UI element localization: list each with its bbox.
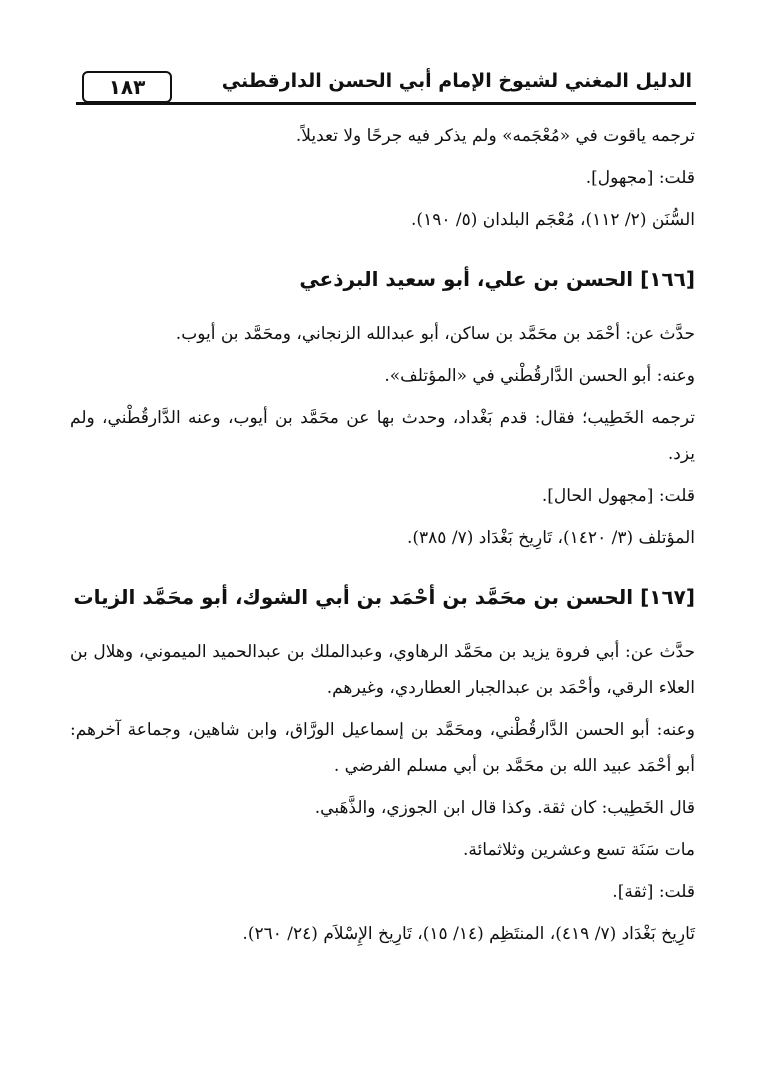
- entry-167-students: وعنه: أبو الحسن الدَّارقُطْني، ومحَمَّد بن إسماعيل الورَّاق، وابن شاهين، وجماعة آخرهم: أبو أحْمَد عبيد الله بن محَمَّد بن أبي مسلم الفرضي .: [70, 720, 695, 776]
- entry-166-heading: [١٦٦] الحسن بن علي، أبو سعيد البرذعي: [299, 267, 695, 291]
- entry-166-teachers: حدَّث عن: أحْمَد بن محَمَّد بن ساكن، أبو عبدالله الزنجاني، ومحَمَّد بن أيوب.: [175, 324, 695, 344]
- intro-verdict: قلت: [مجهول].: [585, 168, 695, 188]
- entry-166-sources: المؤتلف (٣/ ١٤٢٠)، تَارِيخ بَغْدَاد (٧/ ٣٨٥).: [406, 528, 695, 548]
- entry-167-verdict: قلت: [ثقة].: [612, 882, 695, 902]
- page-number: ١٨٣: [82, 71, 172, 103]
- entry-167-sources: تَارِيخ بَغْدَاد (٧/ ٤١٩)، المنتَظِم (١٤/ ١٥)، تَارِيخ الإِسْلاَم (٢٤/ ٢٦٠).: [242, 924, 695, 944]
- entry-167-assessment: قال الخَطِيب: كان ثقة. وكذا قال ابن الجوزي، والذَّهَبي.: [314, 798, 695, 818]
- entry-167-death: مات سَنَة تسع وعشرين وثلاثمائة.: [463, 840, 695, 860]
- entry-167-teachers: حدَّث عن: أبي فروة يزيد بن محَمَّد الرهاوي، وعبدالملك بن عبدالحميد الميموني، وهلال بن العلاء الرقي، وأحْمَد بن عبدالجبار العطاردي، وغيرهم.: [70, 642, 695, 698]
- running-title: الدليل المغني لشيوخ الإمام أبي الحسن الدارقطني: [221, 70, 692, 92]
- entry-166-biography: ترجمه الخَطِيب؛ فقال: قدم بَغْداد، وحدث بها عن محَمَّد بن أيوب، وعنه الدَّارقُطْني، ولم يزد.: [70, 408, 695, 464]
- intro-paragraph: ترجمه ياقوت في «مُعْجَمه» ولم يذكر فيه جرحًا ولا تعديلاً.: [295, 126, 695, 146]
- page-header: [66, 66, 696, 106]
- header-rule: [76, 102, 696, 105]
- entry-166-verdict: قلت: [مجهول الحال].: [541, 486, 695, 506]
- entry-166-students: وعنه: أبو الحسن الدَّارقُطْني في «المؤتلف».: [384, 366, 695, 386]
- intro-sources: السُّنَن (٢/ ١١٢)، مُعْجَم البلدان (٥/ ١٩٠).: [411, 210, 695, 230]
- page-body: [70, 118, 695, 958]
- entry-167-heading: [١٦٧] الحسن بن محَمَّد بن أحْمَد بن أبي الشوك، أبو محَمَّد الزيات: [73, 585, 695, 609]
